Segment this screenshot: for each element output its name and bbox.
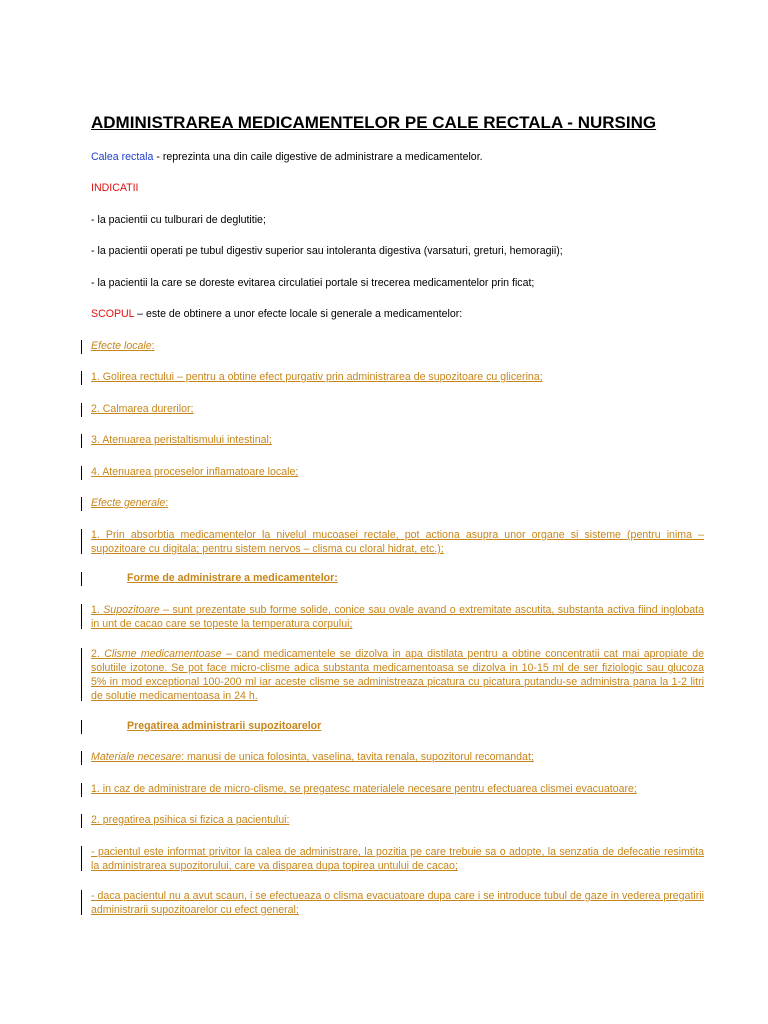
efecte-locale-item: 1. Golirea rectului – pentru a obtine efect purgativ prin administrarea de supozitoare cu glicerina; <box>91 371 543 383</box>
document-title: ADMINISTRAREA MEDICAMENTELOR PE CALE RECTALA - NURSING <box>91 113 657 132</box>
efecte-generale-heading: Efecte generale: <box>91 497 169 509</box>
clisme-paragraph: 2. Clisme medicamentoase – cand medicamentele se dizolva in apa distilata pentru a obtine concentratii cat mai apropiate de solutiile izotone. Se pot face micro-clisme adica substanta medicamentoasa se dizolva in 10-15 ml de ser fiziologic sau glucoza 5% in mod exceptional 100-200 ml iar aceste clisme se administreaza picatura cu picatura putandu-se administra pana la 1-2 litri de solutie medicamentoasa in 24 h. <box>91 648 704 702</box>
change-bar <box>81 814 82 828</box>
change-bar <box>81 846 82 871</box>
pregatirea-item: 1. in caz de administrare de micro-clisme, se pregatesc materialele necesare pentru efectuarea clismei evacuatoare; <box>91 783 637 795</box>
change-bar <box>81 371 82 385</box>
change-bar <box>81 648 82 701</box>
indicatii-item: - la pacientii cu tulburari de deglutitie; <box>91 214 266 226</box>
scopul-text: – este de obtinere a unor efecte locale si generale a medicamentelor: <box>134 308 463 320</box>
change-bar <box>81 340 82 354</box>
change-bar <box>81 403 82 417</box>
change-bar <box>81 497 82 511</box>
change-bar <box>81 604 82 629</box>
change-bar <box>81 572 82 586</box>
intro-text: - reprezinta una din caile digestive de administrare a medicamentelor. <box>153 151 483 163</box>
efecte-locale-item: 4. Atenuarea proceselor inflamatoare locale; <box>91 466 299 478</box>
intro-term: Calea rectala <box>91 151 154 163</box>
materiale-paragraph: Materiale necesare: manusi de unica folosinta, vaselina, tavita renala, supozitorul recomandat; <box>91 751 534 763</box>
change-bar <box>81 720 82 734</box>
forme-heading: Forme de administrare a medicamentelor: <box>127 572 338 584</box>
intro-paragraph <box>91 150 711 164</box>
change-bar <box>81 890 82 915</box>
change-bar <box>81 466 82 480</box>
scopul-term: SCOPUL <box>91 308 135 320</box>
efecte-locale-heading: Efecte locale: <box>91 340 155 352</box>
indicatii-item: - la pacientii la care se doreste evitarea circulatiei portale si trecerea medicamentelor prin ficat; <box>91 277 535 289</box>
pregatirea-item: - pacientul este informat privitor la calea de administrare, la pozitia pe care trebuie sa o adopte, la senzatia de defecatie resimtita la administrarea supozitorului, care va disparea dupa topirea untului de cacao; <box>91 846 704 872</box>
supozitoare-paragraph: 1. Supozitoare – sunt prezentate sub forme solide, conice sau ovale avand o extremitate ascutita, substanta activa fiind inglobata in unt de cacao care se topeste la temperatura corpului; <box>91 604 704 630</box>
efecte-generale-item: 1. Prin absorbtia medicamentelor la nivelul mucoasei rectale, pot actiona asupra unor organe si sisteme (pentru inima – supozitoare cu digitala; pentru sistem nervos – clisma cu cloral hidrat, etc.); <box>91 529 704 555</box>
change-bar <box>81 751 82 765</box>
scopul-paragraph <box>91 307 711 321</box>
change-bar <box>81 529 82 554</box>
pregatirea-item: 2. pregatirea psihica si fizica a pacientului: <box>91 814 290 826</box>
efecte-locale-item: 3. Atenuarea peristaltismului intestinal; <box>91 434 272 446</box>
pregatirea-heading: Pregatirea administrarii supozitoarelor <box>127 720 322 732</box>
pregatirea-item: - daca pacientul nu a avut scaun, i se efectueaza o clisma evacuatoare dupa care i se introduce tubul de gaze in vederea pregatirii administrarii supozitoarelor cu efect general; <box>91 890 704 916</box>
indicatii-heading: INDICATII <box>91 182 139 194</box>
indicatii-item: - la pacientii operati pe tubul digestiv superior sau intoleranta digestiva (varsaturi, greturi, hemoragii); <box>91 245 563 257</box>
change-bar <box>81 783 82 797</box>
change-bar <box>81 434 82 448</box>
efecte-locale-item: 2. Calmarea durerilor; <box>91 403 194 415</box>
